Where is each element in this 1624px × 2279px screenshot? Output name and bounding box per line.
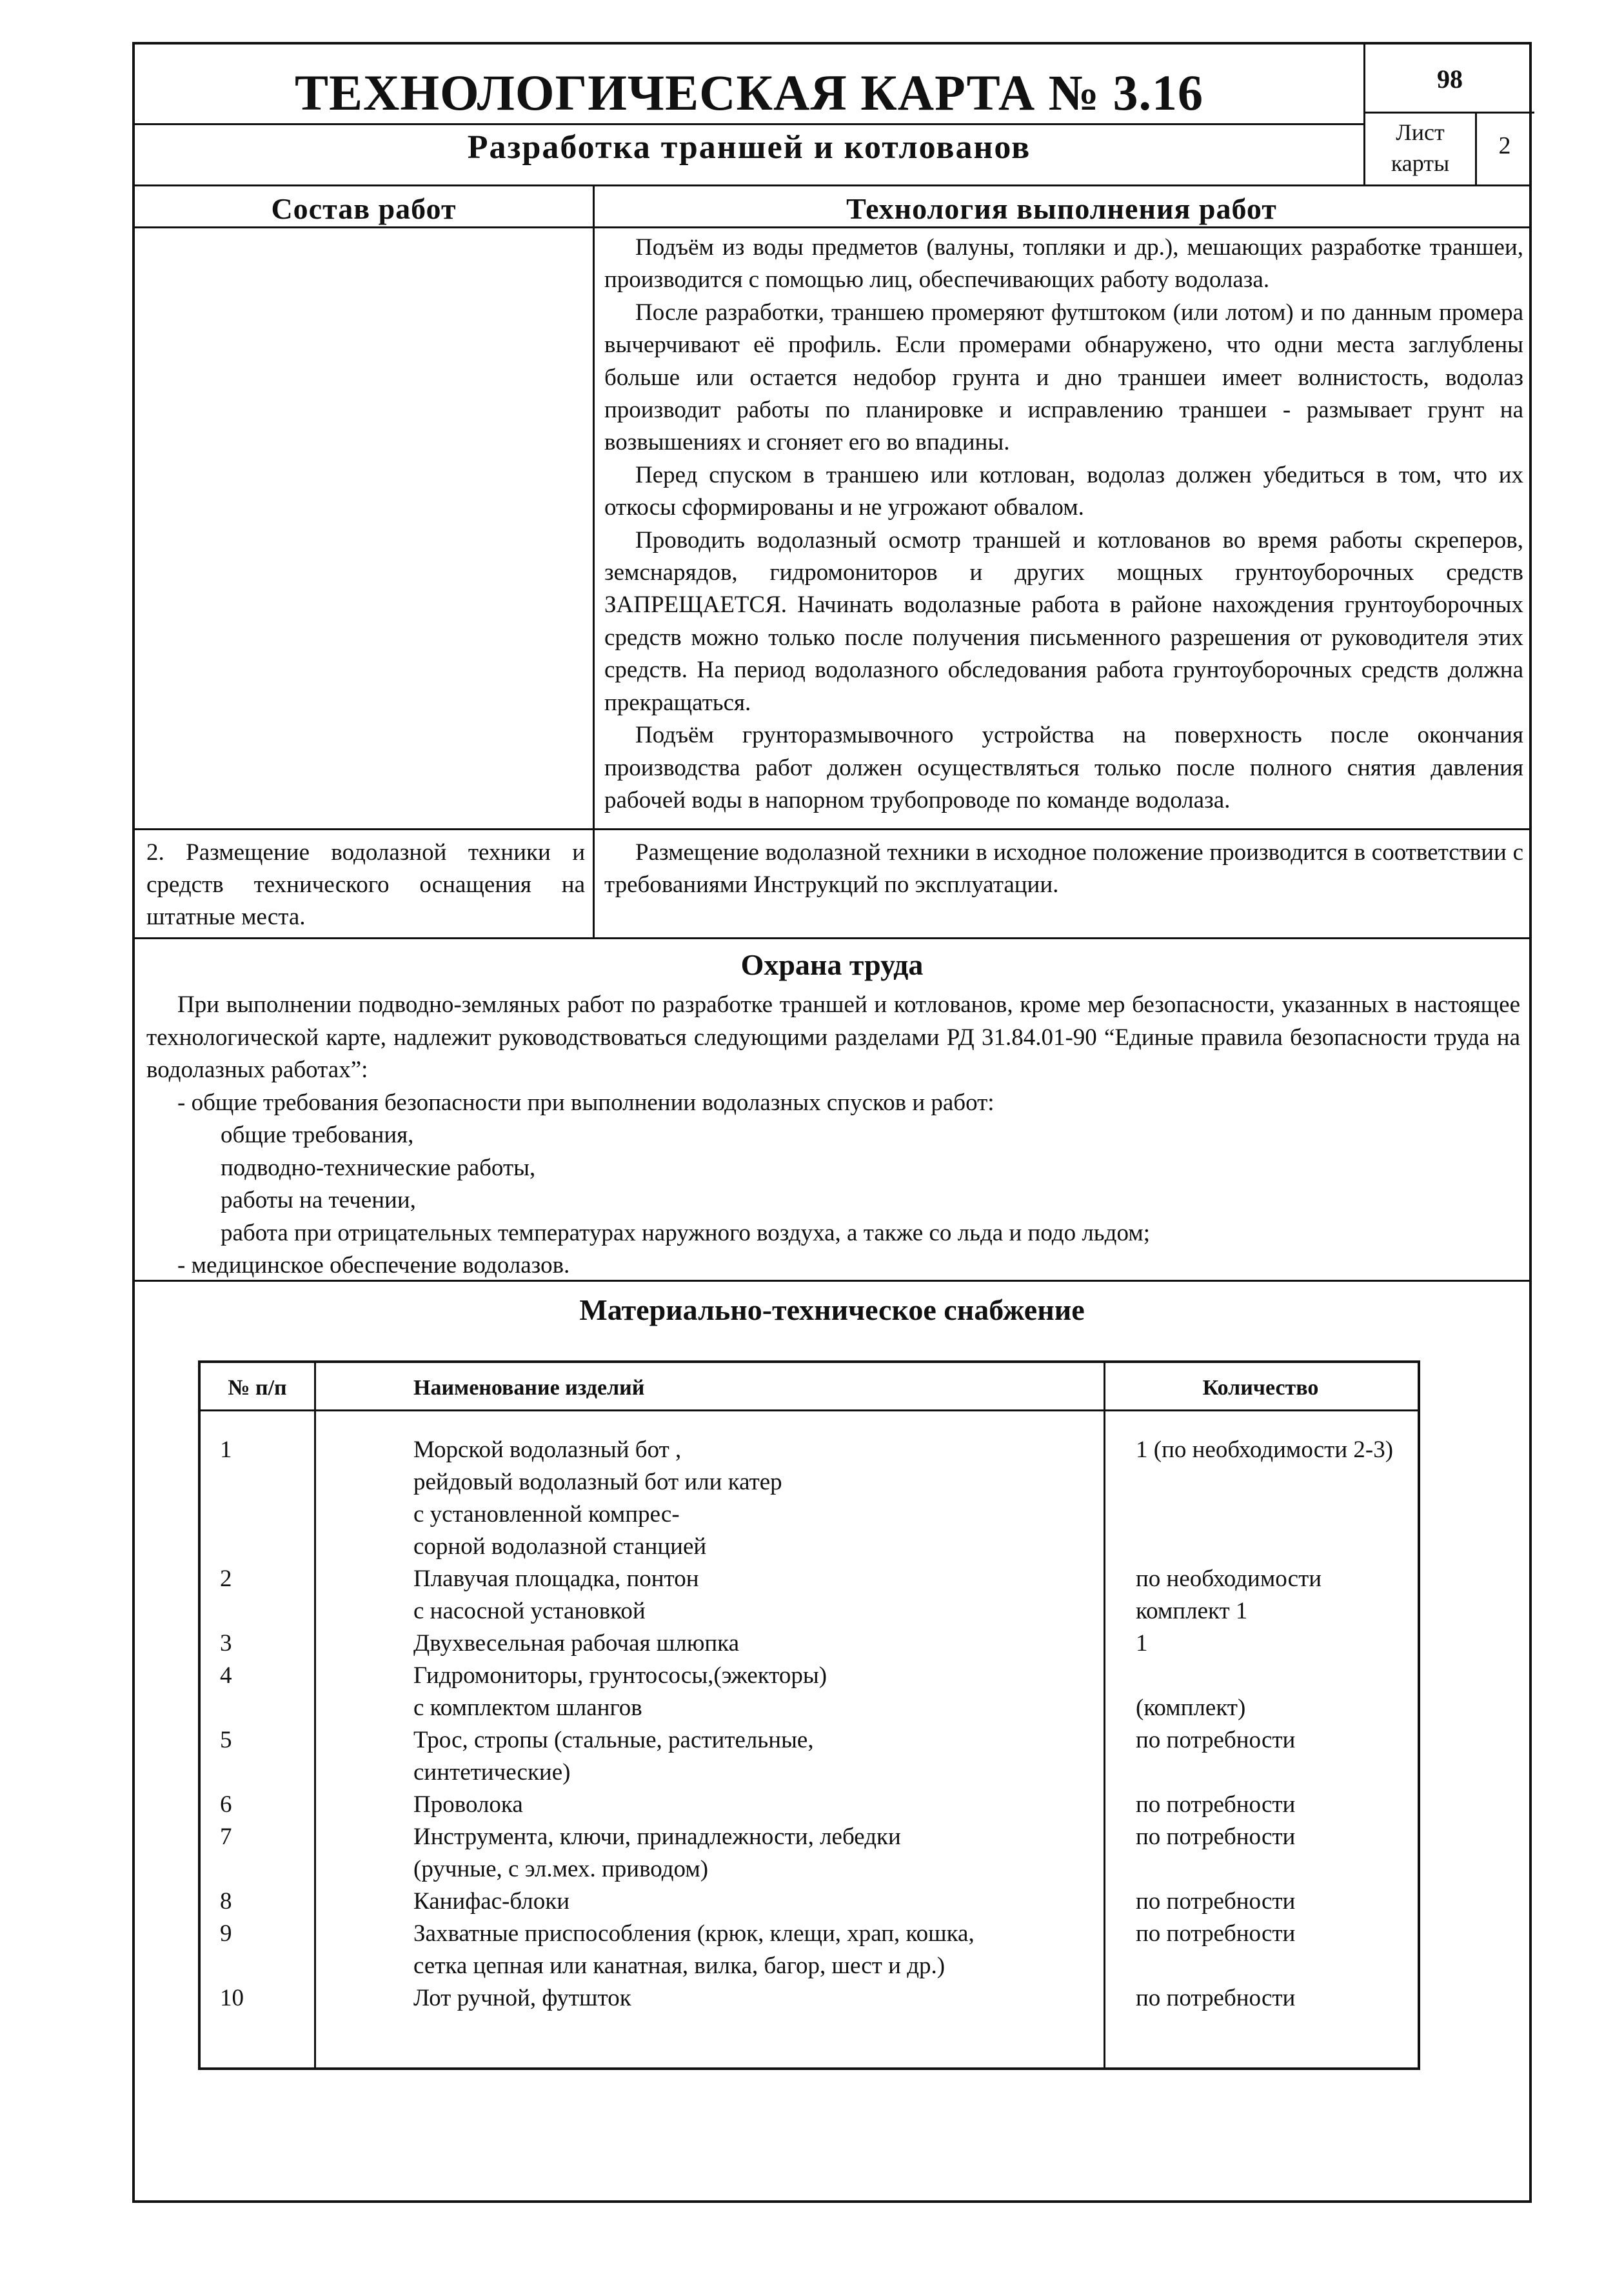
- column-header-divider: [135, 226, 1529, 228]
- safety-bullet: - общие требования безопасности при выполнении водолазных спусков и работ:: [177, 1089, 995, 1116]
- table-header-name: Наименование изделий: [413, 1376, 645, 1400]
- table-cell-quantity: по потребности: [1136, 1920, 1296, 1947]
- header-divider: [135, 184, 1529, 186]
- table-cell-quantity: по потребности: [1136, 1888, 1296, 1915]
- table-cell-name: Лот ручной, футшток: [413, 1985, 631, 2011]
- safety-bullet: - медицинское обеспечение водолазов.: [177, 1252, 570, 1279]
- sheet-number: 2: [1498, 132, 1511, 159]
- table-cell-name: Трос, стропы (стальные, растительные,: [413, 1727, 814, 1753]
- table-column-divider: [1104, 1363, 1105, 2067]
- safety-section: [146, 989, 1520, 1282]
- safety-title: Охрана труда: [740, 948, 924, 981]
- table-header-quantity: Количество: [1202, 1376, 1319, 1400]
- table-header-number: № п/п: [228, 1376, 287, 1400]
- table-cell-number: 8: [220, 1888, 232, 1915]
- technological-card-page: [132, 42, 1532, 2203]
- header-divider: [1363, 45, 1365, 185]
- card-title: ТЕХНОЛОГИЧЕСКАЯ КАРТА № 3.16: [294, 65, 1204, 121]
- table-cell-name: (ручные, с эл.мех. приводом): [413, 1856, 709, 1882]
- table-cell-name: Захватные приспособления (крюк, клещи, храп, кошка,: [413, 1920, 975, 1947]
- table-cell-quantity: комплект 1: [1136, 1598, 1248, 1624]
- table-cell-number: 3: [220, 1630, 232, 1657]
- safety-subitem: работа при отрицательных температурах наружного воздуха, а также со льда и подо льдом;: [221, 1219, 1150, 1246]
- column-header-work: Состав работ: [271, 192, 457, 225]
- table-cell-quantity: по необходимости: [1136, 1566, 1322, 1592]
- technology-paragraph: Подъём из воды предметов (валуны, топляки и др.), мешающих разработке траншеи, производится с помощью лиц, обеспечивающих работу водолаза.: [604, 234, 1523, 294]
- page-number: 98: [1437, 65, 1463, 94]
- table-cell-name: рейдовый водолазный бот или катер: [413, 1469, 782, 1495]
- table-cell-number: 4: [220, 1662, 232, 1689]
- table-cell-number: 1: [220, 1437, 232, 1463]
- supply-table: [198, 1360, 1420, 2070]
- table-cell-name: Морской водолазный бот ,: [413, 1437, 682, 1463]
- table-cell-quantity: по потребности: [1136, 1727, 1296, 1753]
- table-cell-number: 7: [220, 1824, 232, 1850]
- table-cell-quantity: по потребности: [1136, 1985, 1296, 2011]
- technology-paragraph: Перед спуском в траншею или котлован, водолаз должен убедиться в том, что их откосы сформированы и не угрожают обвалом.: [604, 461, 1523, 521]
- table-cell-quantity: по потребности: [1136, 1791, 1296, 1818]
- card-subtitle: Разработка траншей и котлованов: [467, 129, 1031, 166]
- table-cell-quantity: 1 (по необходимости 2-3): [1136, 1437, 1394, 1463]
- row-divider: [135, 828, 1529, 830]
- table-cell-name: Канифас-блоки: [413, 1888, 569, 1915]
- table-cell-name: синтетические): [413, 1759, 571, 1786]
- work-step-2-technology: Размещение водолазной техники в исходное положение производится в соответствии с требованиями Инструкций по эксплуатации.: [604, 839, 1523, 898]
- technology-text: [604, 232, 1523, 817]
- technology-paragraph: После разработки, траншею промеряют футштоком (или лотом) и по данным промера вычерчивают её профиль. Если промерами обнаружено, что одни места заглублены больше или остается недобор грунта и дно траншеи имеет волнистость, водолаз производит работы по планировке и исправлению траншеи - размывает грунт на возвышениях и сгоняет его во впадины.: [604, 299, 1523, 456]
- table-cell-name: Гидромониторы, грунтососы,(эжекторы): [413, 1662, 827, 1689]
- safety-subitem: работы на течении,: [221, 1187, 416, 1213]
- table-cell-number: 6: [220, 1791, 232, 1818]
- safety-intro: При выполнении подводно-земляных работ по разработке траншей и котлованов, кроме мер безопасности, указанных в настоящее технологической карте, надлежит руководствоваться следующими разделами РД 31.84.01-90 “Единые правила безопасности труда на водолазных работах”:: [146, 991, 1520, 1083]
- row-divider: [135, 937, 1529, 939]
- table-cell-name: сорной водолазной станцией: [413, 1533, 707, 1560]
- table-cell-name: с насосной установкой: [413, 1598, 646, 1624]
- supply-title: Материально-техническое снабжение: [579, 1293, 1085, 1326]
- table-cell-number: 9: [220, 1920, 232, 1947]
- table-column-divider: [314, 1363, 316, 2067]
- table-cell-quantity: по потребности: [1136, 1824, 1296, 1850]
- table-cell-name: Инструмента, ключи, принадлежности, лебедки: [413, 1824, 901, 1850]
- row-divider: [135, 1280, 1529, 1282]
- table-cell-name: с установленной компрес-: [413, 1501, 680, 1528]
- technology-paragraph: Подъём грунторазмывочного устройства на поверхность после окончания производства работ должен осуществляться только после полного снятия давления рабочей воды в напорном трубопроводе по команде водолаза.: [604, 722, 1523, 813]
- table-cell-number: 10: [220, 1985, 244, 2011]
- table-cell-name: Проволока: [413, 1791, 523, 1818]
- column-divider: [593, 184, 595, 938]
- table-cell-name: Плавучая площадка, понтон: [413, 1566, 699, 1592]
- table-cell-quantity: 1: [1136, 1630, 1148, 1657]
- technology-paragraph: Проводить водолазный осмотр траншей и котлованов во время работы скреперов, земснарядов, гидромониторов и других мощных грунтоуборочных средств ЗАПРЕЩАЕТСЯ. Начинать водолазные работа в районе нахождения грунтоуборочных средств можно только после получения письменного разрешения от руководителя этих средств. На период водолазного обследования работа грунтоуборочных средств должна прекращаться.: [604, 526, 1523, 716]
- sheet-label: Лист карты: [1391, 119, 1450, 176]
- column-header-technology: Технология выполнения работ: [846, 192, 1277, 225]
- safety-subitem: общие требования,: [221, 1122, 414, 1148]
- header-divider: [135, 123, 1363, 125]
- table-cell-number: 5: [220, 1727, 232, 1753]
- work-step-2: 2. Размещение водолазной техники и средств технического оснащения на штатные места.: [146, 839, 585, 930]
- table-header-divider: [201, 1409, 1418, 1411]
- table-cell-name: Двухвесельная рабочая шлюпка: [413, 1630, 739, 1657]
- header-divider: [1363, 112, 1534, 114]
- safety-subitem: подводно-технические работы,: [221, 1154, 536, 1181]
- table-cell-name: с комплектом шлангов: [413, 1695, 642, 1721]
- header-divider: [1475, 112, 1477, 185]
- table-cell-number: 2: [220, 1566, 232, 1592]
- table-cell-quantity: (комплект): [1136, 1695, 1246, 1721]
- table-cell-name: сетка цепная или канатная, вилка, багор, шест и др.): [413, 1953, 946, 1979]
